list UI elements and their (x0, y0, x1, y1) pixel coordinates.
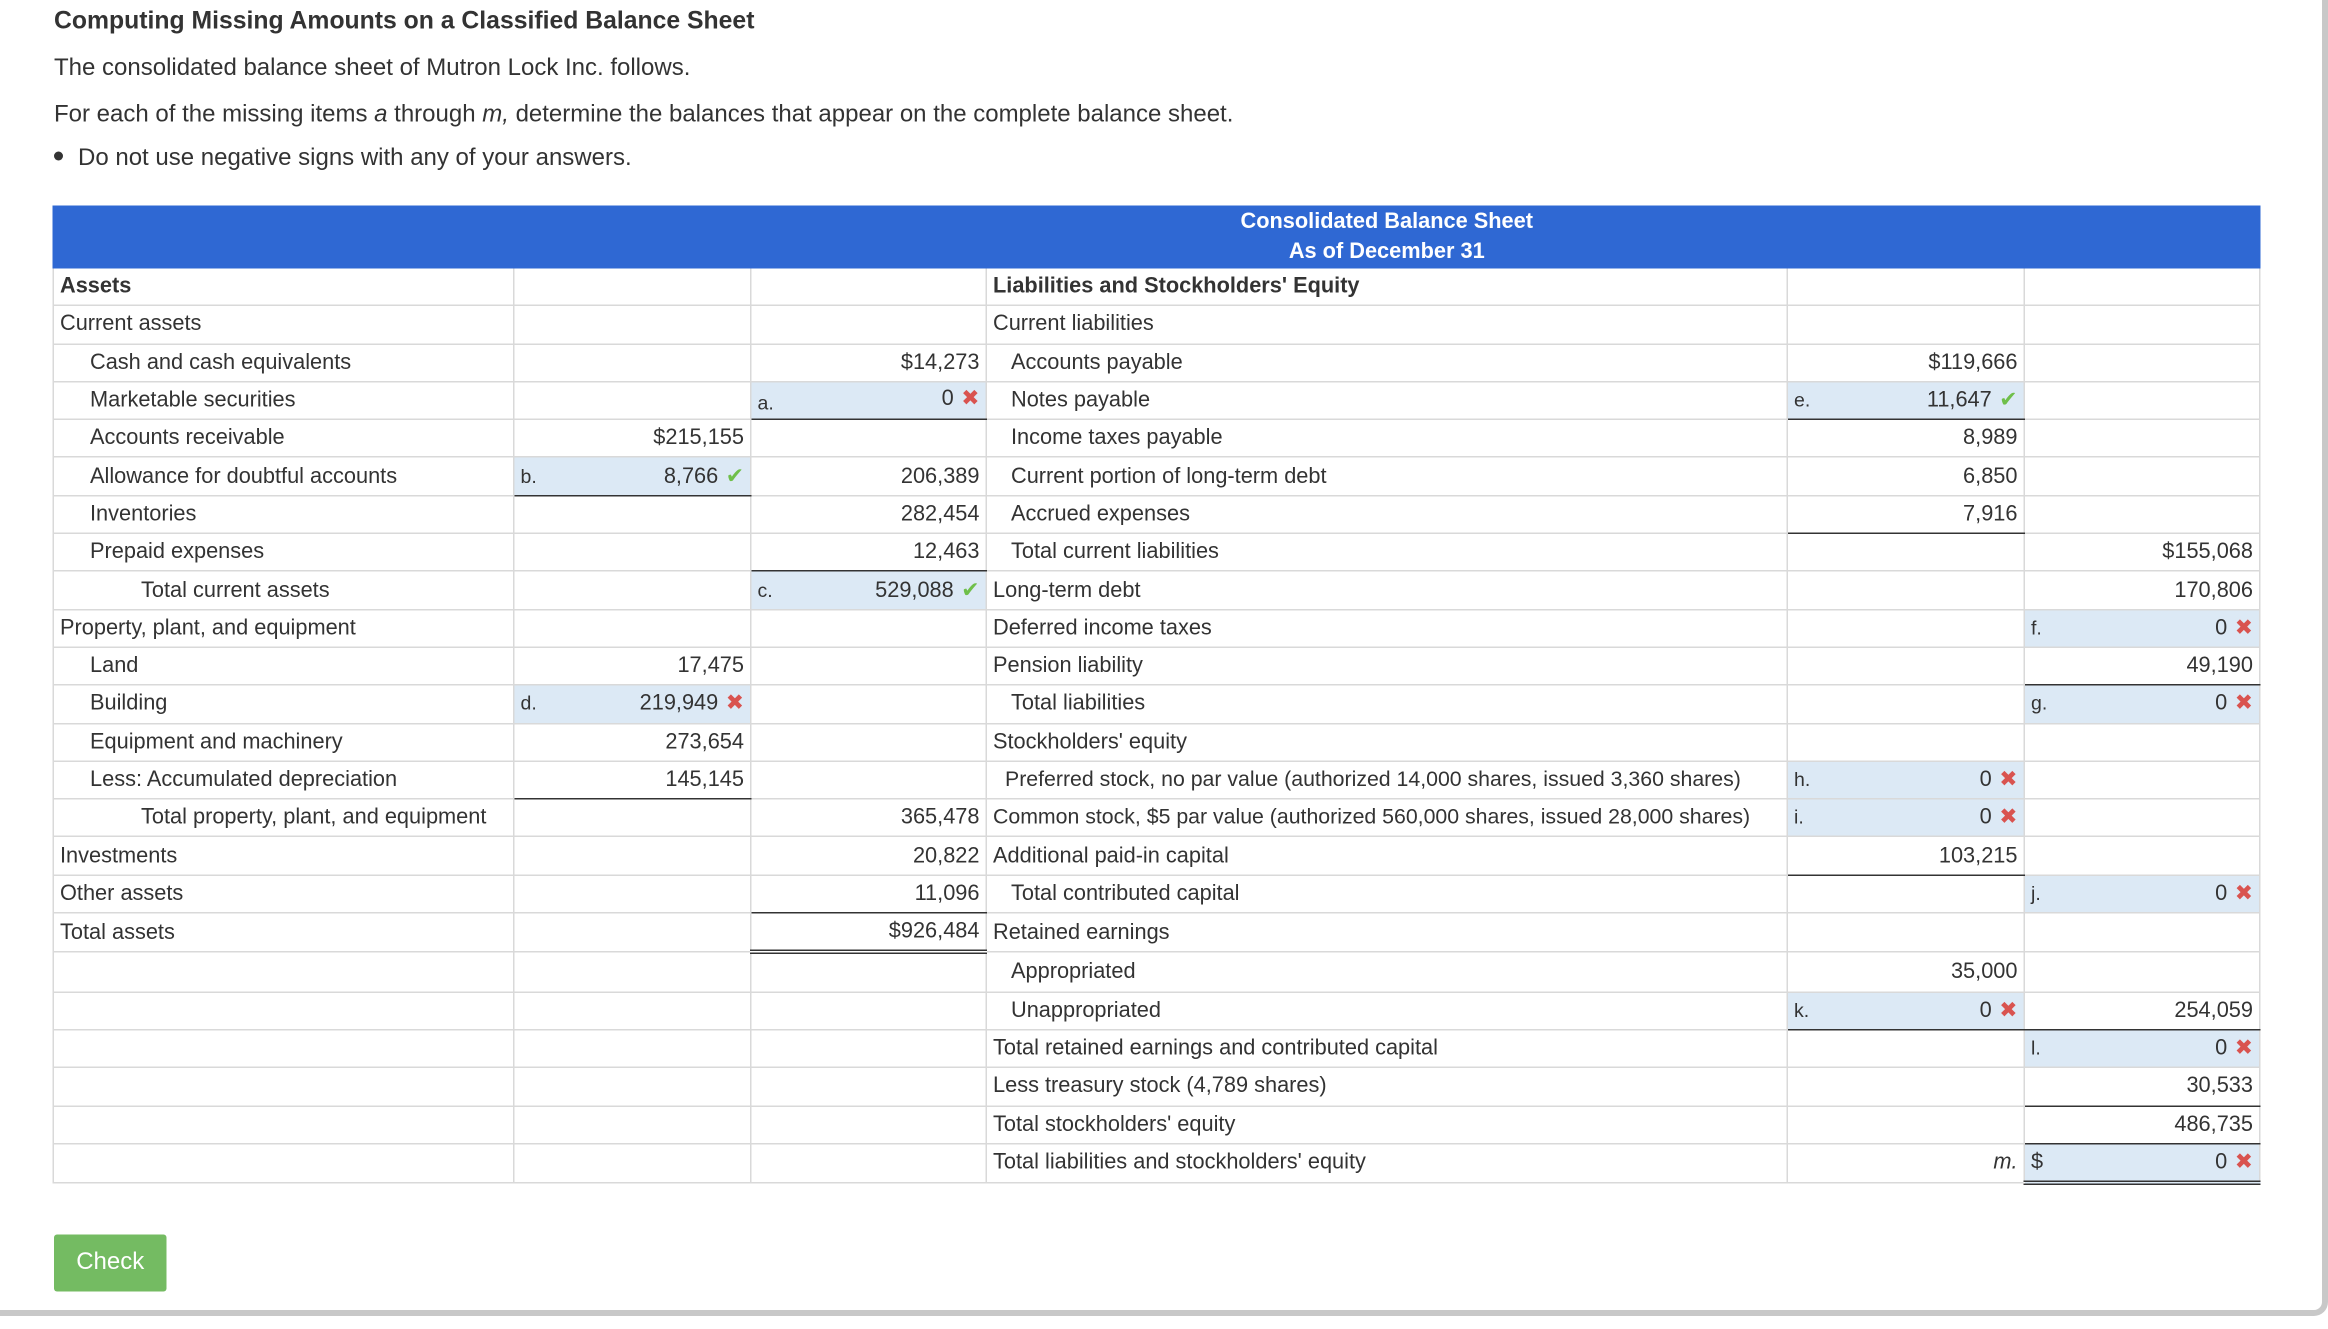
cross-icon: ✖ (2234, 881, 2253, 906)
table-row: Allowance for doubtful accounts b. 8,766 ✔ 206,389 Current portion of long-term debt 6,850 (53, 457, 2260, 495)
table-row: Total assets $926,484 Retained earnings (53, 913, 2260, 952)
cross-icon: ✖ (2234, 1150, 2253, 1175)
table-row: Total stockholders' equity 486,735 (53, 1106, 2260, 1144)
input-l[interactable]: l. 0 ✖ (2024, 1030, 2260, 1068)
table-row: Less treasury stock (4,789 shares) 30,533 (53, 1068, 2260, 1106)
table-row: Unappropriated k. 0 ✖ 254,059 (53, 992, 2260, 1030)
table-row: Equipment and machinery 273,654 Stockholders' equity (53, 723, 2260, 761)
cross-icon: ✖ (2234, 692, 2253, 717)
cross-icon: ✖ (1999, 998, 2018, 1023)
bullet-item: Do not use negative signs with any of your answers. (54, 146, 632, 173)
input-a[interactable]: a. 0 ✖ (751, 382, 987, 420)
table-row: Appropriated 35,000 (53, 952, 2260, 991)
cross-icon: ✖ (1999, 805, 2018, 830)
balance-sheet-table (53, 206, 2261, 1186)
table-row: Other assets 11,096 Total contributed capital j. 0 ✖ (53, 875, 2260, 913)
instruction-text: For each of the missing items a through m, determine the balances that appear on the complete balance sheet. (54, 102, 1234, 128)
table-row: Property, plant, and equipment Deferred income taxes f. 0 ✖ (53, 609, 2260, 647)
table-row: Total liabilities and stockholders' equity m. $ 0 ✖ (53, 1143, 2260, 1182)
bullet-dot (54, 152, 63, 161)
input-m[interactable]: $ 0 ✖ (2024, 1143, 2260, 1182)
sheet-title: Consolidated Balance Sheet (1240, 210, 1533, 234)
cross-icon: ✖ (725, 692, 744, 717)
table-row: Total current assets c. 529,088 ✔ Long-term debt 170,806 (53, 571, 2260, 609)
check-button[interactable]: Check (54, 1235, 167, 1292)
table-row: Cash and cash equivalents $14,273 Accounts payable $119,666 (53, 344, 2260, 382)
check-icon: ✔ (961, 578, 980, 603)
input-d[interactable]: d. 219,949 ✖ (514, 685, 751, 723)
cross-icon: ✖ (1999, 768, 2018, 792)
input-j[interactable]: j. 0 ✖ (2024, 875, 2260, 913)
table-row: Land 17,475 Pension liability 49,190 (53, 647, 2260, 685)
cross-icon: ✖ (961, 387, 980, 412)
table-row: Total retained earnings and contributed capital l. 0 ✖ (53, 1030, 2260, 1068)
table-row: Building d. 219,949 ✖ Total liabilities g. 0 ✖ (53, 685, 2260, 723)
input-f[interactable]: f. 0 ✖ (2024, 609, 2260, 647)
table-row: Current assets Current liabilities (53, 306, 2260, 344)
check-icon: ✔ (725, 464, 744, 489)
table-row: Total property, plant, and equipment 365,478 Common stock, $5 par value (authorized 560,000 shares, issued 28,000 shares) i. 0 ✖ (53, 799, 2260, 837)
input-h[interactable]: h. 0 ✖ (1787, 761, 2024, 799)
cross-icon: ✖ (2234, 616, 2253, 641)
sheet-date: As of December 31 (1288, 240, 1485, 264)
input-c[interactable]: c. 529,088 ✔ (751, 571, 987, 609)
check-icon: ✔ (1999, 388, 2018, 413)
intro-text: The consolidated balance sheet of Mutron Lock Inc. follows. (54, 55, 691, 81)
table-row: Marketable securities a. 0 ✖ Notes payable e. 11,647 ✔ (53, 382, 2260, 420)
table-header (53, 206, 2260, 268)
input-i[interactable]: i. 0 ✖ (1787, 799, 2024, 837)
input-b[interactable]: b. 8,766 ✔ (514, 457, 751, 495)
table-row: Accounts receivable $215,155 Income taxes payable 8,989 (53, 420, 2260, 458)
input-g[interactable]: g. 0 ✖ (2024, 685, 2260, 723)
cross-icon: ✖ (2234, 1036, 2253, 1061)
table-row: Prepaid expenses 12,463 Total current liabilities $155,068 (53, 533, 2260, 571)
table-row: Inventories 282,454 Accrued expenses 7,916 (53, 495, 2260, 533)
table-row: Assets Liabilities and Stockholders' Equity (53, 268, 2260, 306)
input-k[interactable]: k. 0 ✖ (1787, 992, 2024, 1030)
table-row: Less: Accumulated depreciation 145,145 Preferred stock, no par value (authorized 14,000 shares, issued 3,360 shares) h. 0 ✖ (53, 761, 2260, 799)
input-e[interactable]: e. 11,647 ✔ (1787, 382, 2024, 420)
table-row: Investments 20,822 Additional paid-in capital 103,215 (53, 837, 2260, 875)
page-title: Computing Missing Amounts on a Classified Balance Sheet (54, 7, 755, 35)
